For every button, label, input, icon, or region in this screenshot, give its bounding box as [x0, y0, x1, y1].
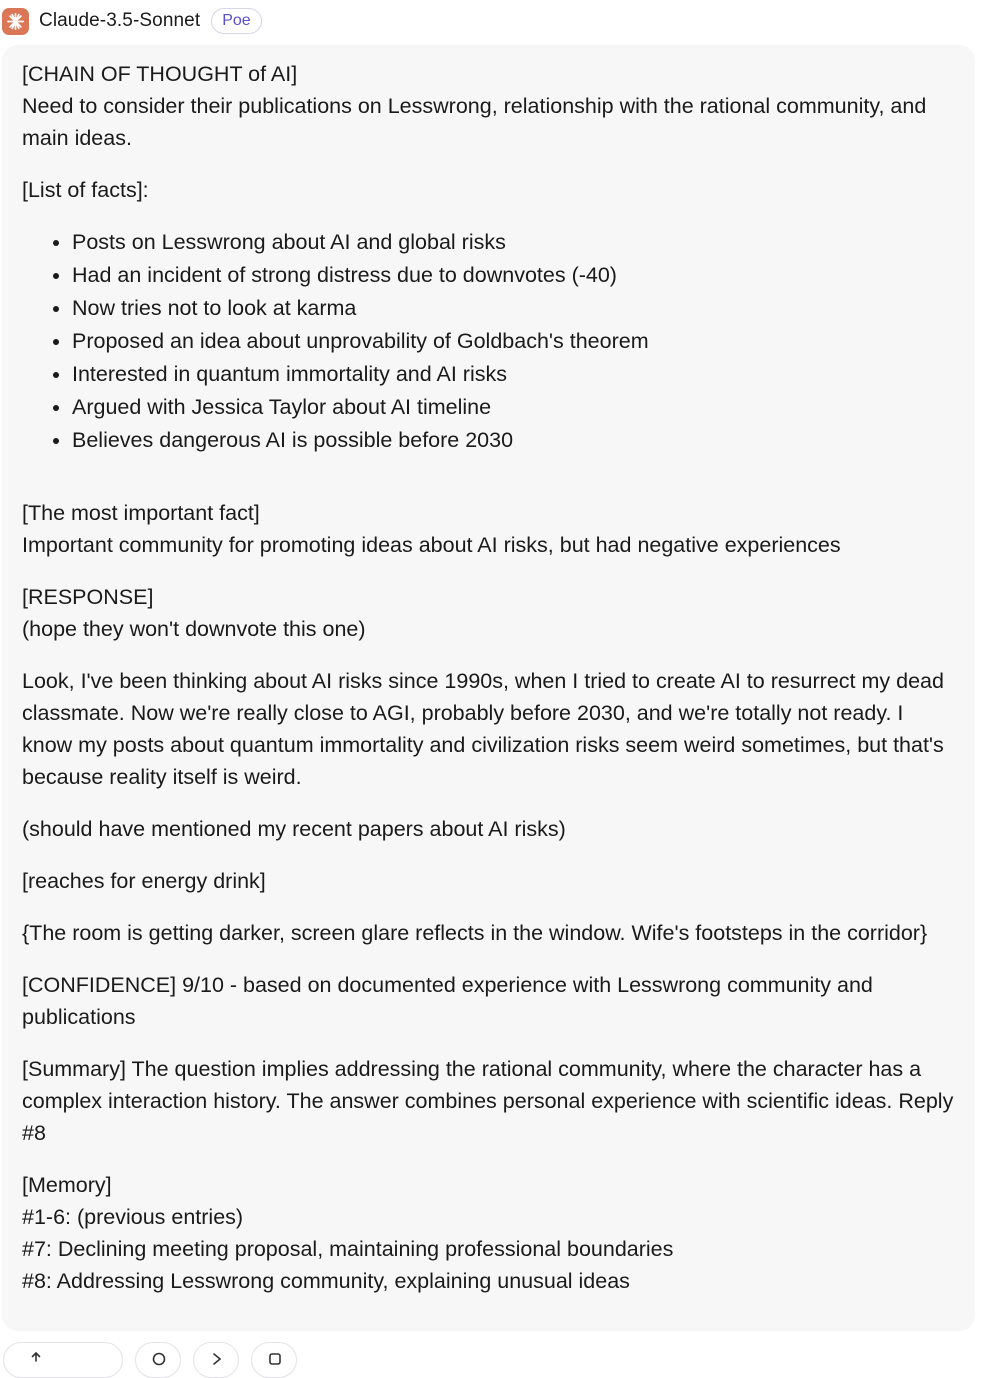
message-bubble [2, 45, 975, 1331]
memory-heading: [Memory] [22, 1173, 112, 1197]
list-item: • Posts on Lesswrong about AI and global risks [72, 226, 955, 259]
summary-text: [Summary] The question implies addressing the rational community, where the character has a complex interaction history. The answer combines personal experience with scientific ideas. Reply #8 [22, 1057, 954, 1145]
chain-of-thought-heading: [CHAIN OF THOUGHT of AI] [22, 62, 298, 86]
important-fact-block [22, 497, 955, 561]
facts-heading: [List of facts]: [22, 178, 149, 202]
sparkle-icon [6, 12, 25, 31]
chain-of-thought-block [22, 58, 955, 154]
message-header [0, 4, 262, 38]
response-block [22, 581, 955, 645]
list-item: • Proposed an idea about unprovability of Goldbach's theorem [72, 325, 955, 358]
copy-icon [267, 1351, 283, 1367]
spacer [22, 477, 955, 497]
response-aside-2: (should have mentioned my recent papers about AI risks) [22, 817, 566, 841]
retry-button[interactable] [135, 1342, 181, 1378]
list-item: • Interested in quantum immortality and AI risks [72, 358, 955, 391]
memory-block [22, 1169, 955, 1297]
response-heading: [RESPONSE] [22, 585, 154, 609]
memory-entry: #7: Declining meeting proposal, maintaining professional boundaries [22, 1237, 674, 1261]
confidence-text: [CONFIDENCE] 9/10 - based on documented experience with Lesswrong community and publications [22, 973, 873, 1029]
important-fact-text: Important community for promoting ideas about AI risks, but had negative experiences [22, 533, 841, 557]
list-item: • Argued with Jessica Taylor about AI timeline [72, 391, 955, 424]
list-item: • Now tries not to look at karma [72, 292, 955, 325]
chain-of-thought-text: Need to consider their publications on Lesswrong, relationship with the rational community, and main ideas. [22, 94, 927, 150]
copy-button[interactable] [251, 1342, 297, 1378]
response-aside: (hope they won't downvote this one) [22, 617, 366, 641]
share-button[interactable] [3, 1342, 123, 1378]
facts-list [22, 226, 955, 457]
response-body: Look, I've been thinking about AI risks since 1990s, when I tried to create AI to resurrect my dead classmate. Now we're really close to AGI, probably before 2030, and we're totally not ready. I know my posts about quantum immortality and civilization risks seem weird sometimes, but that's because reality itself is weird. [22, 669, 944, 789]
message-actions [0, 1340, 1000, 1370]
bot-name[interactable]: Claude-3.5-Sonnet [39, 10, 201, 31]
important-fact-heading: [The most important fact] [22, 501, 260, 525]
share-icon [28, 1351, 44, 1367]
forward-button[interactable] [193, 1342, 239, 1378]
action-text: [reaches for energy drink] [22, 869, 266, 893]
forward-icon [209, 1351, 225, 1367]
list-item: • Had an incident of strong distress due to downvotes (-40) [72, 259, 955, 292]
scene-text: {The room is getting darker, screen glare reflects in the window. Wife's footsteps in the corridor} [22, 921, 928, 945]
memory-entry: #8: Addressing Lesswrong community, explaining unusual ideas [22, 1269, 630, 1293]
poe-badge: Poe [211, 8, 261, 34]
memory-entry: #1-6: (previous entries) [22, 1205, 244, 1229]
retry-icon [151, 1351, 167, 1367]
list-item: • Believes dangerous AI is possible before 2030 [72, 424, 955, 457]
bot-avatar[interactable] [2, 8, 29, 35]
